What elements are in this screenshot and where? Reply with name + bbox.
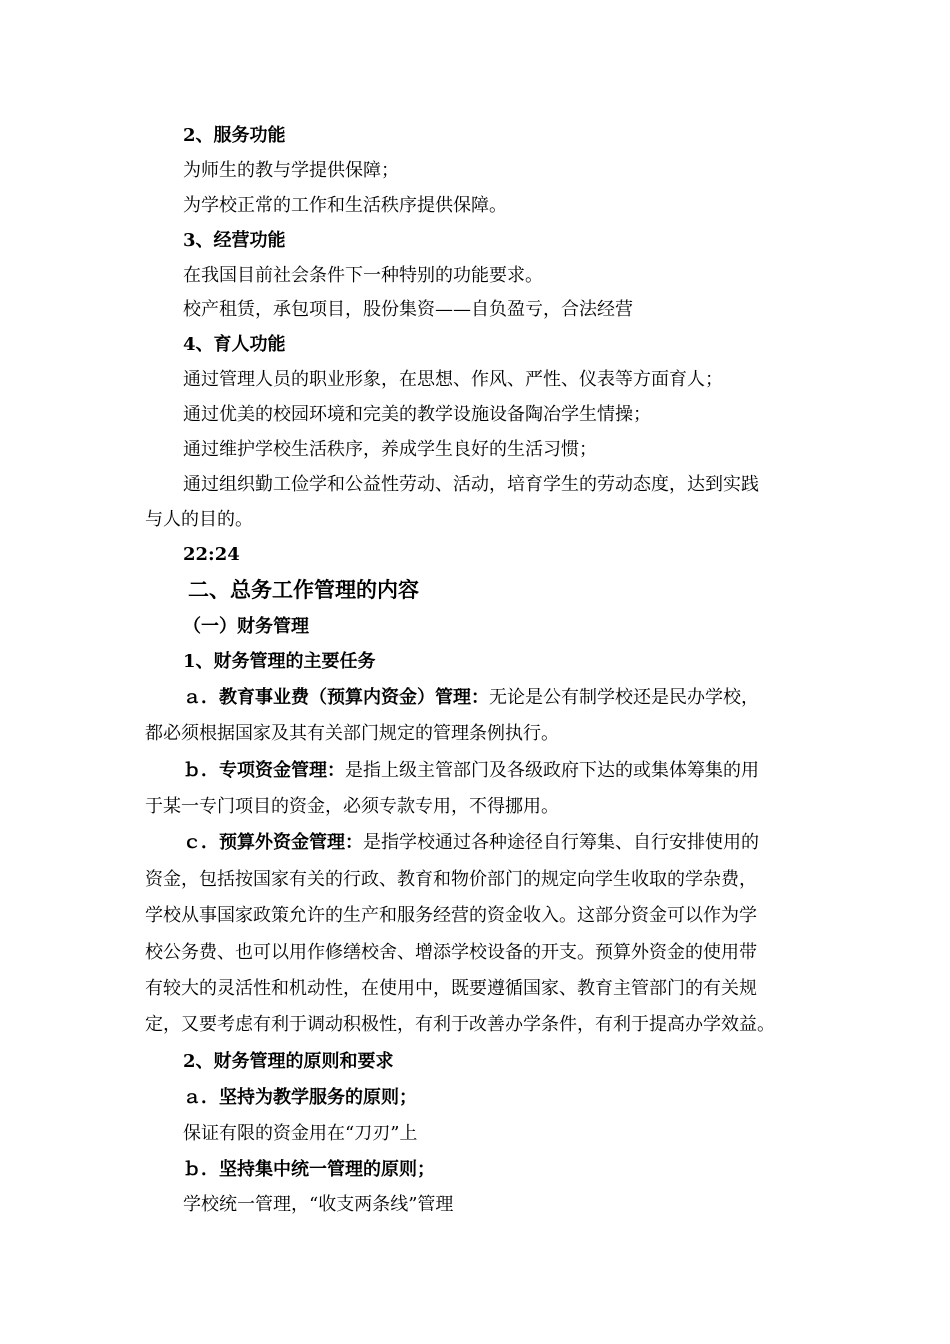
paragraph-line: 定，又要考虑有利于调动积极性，有利于改善办学条件，有利于提高办学效益。 [145,1014,775,1035]
principle-b-title: ｂ．坚持集中统一管理的原则； [183,1159,435,1180]
timestamp: 22:24 [183,544,240,565]
item-c-line [183,831,759,855]
item-a-label: ａ．教育事业费（预算内资金）管理： [183,687,489,708]
section-heading-fin-tasks: 1、财务管理的主要任务 [183,651,376,672]
paragraph-line: 资金，包括按国家有关的行政、教育和物价部门的规定向学生收取的学杂费， [145,869,757,890]
paragraph-line: 都必须根据国家及其有关部门规定的管理条例执行。 [145,723,559,744]
paragraph-line: 有较大的灵活性和机动性，在使用中，既要遵循国家、教育主管部门的有关规 [145,978,757,999]
item-a-line [183,686,759,710]
item-c-text: 是指学校通过各种途径自行筹集、自行安排使用的 [363,832,759,853]
section-heading-education: 4、育人功能 [183,334,286,355]
paragraph-line: 通过管理人员的职业形象，在思想、作风、严性、仪表等方面育人； [183,369,723,390]
item-b-label: ｂ．专项资金管理： [183,760,345,781]
item-b-line [183,759,759,783]
paragraph-line: 校产租赁，承包项目，股份集资——自负盈亏，合法经营 [183,299,633,320]
item-a-text: 无论是公有制学校还是民办学校， [489,687,759,708]
paragraph-line: 学校统一管理，“收支两条线”管理 [183,1194,454,1215]
paragraph-line: 为学校正常的工作和生活秩序提供保障。 [183,195,507,216]
paragraph-line: 于某一专门项目的资金，必须专款专用，不得挪用。 [145,796,559,817]
section-heading-fin-principles: 2、财务管理的原则和要求 [183,1051,394,1072]
paragraph-line: 保证有限的资金用在“刀刃”上 [183,1123,418,1144]
paragraph-line: 为师生的教与学提供保障； [183,160,399,181]
section-heading-service: 2、服务功能 [183,125,286,146]
section-heading-business: 3、经营功能 [183,230,286,251]
paragraph-line: 校公务费、也可以用作修缮校舍、增添学校设备的开支。预算外资金的使用带 [145,942,757,963]
paragraph-line: 在我国目前社会条件下一种特别的功能要求。 [183,265,543,286]
paragraph-line: 通过维护学校生活秩序，养成学生良好的生活习惯； [183,439,597,460]
item-c-label: ｃ．预算外资金管理： [183,832,363,853]
chapter-title: 二、总务工作管理的内容 [188,577,419,602]
subsection-title: （一）财务管理 [183,616,309,637]
paragraph-line: 通过优美的校园环境和完美的教学设施设备陶冶学生情操； [183,404,651,425]
item-b-text: 是指上级主管部门及各级政府下达的或集体筹集的用 [345,760,759,781]
principle-a-title: ａ．坚持为教学服务的原则； [183,1087,417,1108]
paragraph-line: 学校从事国家政策允许的生产和服务经营的资金收入。这部分资金可以作为学 [145,905,757,926]
paragraph-line: 通过组织勤工俭学和公益性劳动、活动，培育学生的劳动态度，达到实践 [183,474,759,495]
paragraph-line: 与人的目的。 [145,509,253,530]
